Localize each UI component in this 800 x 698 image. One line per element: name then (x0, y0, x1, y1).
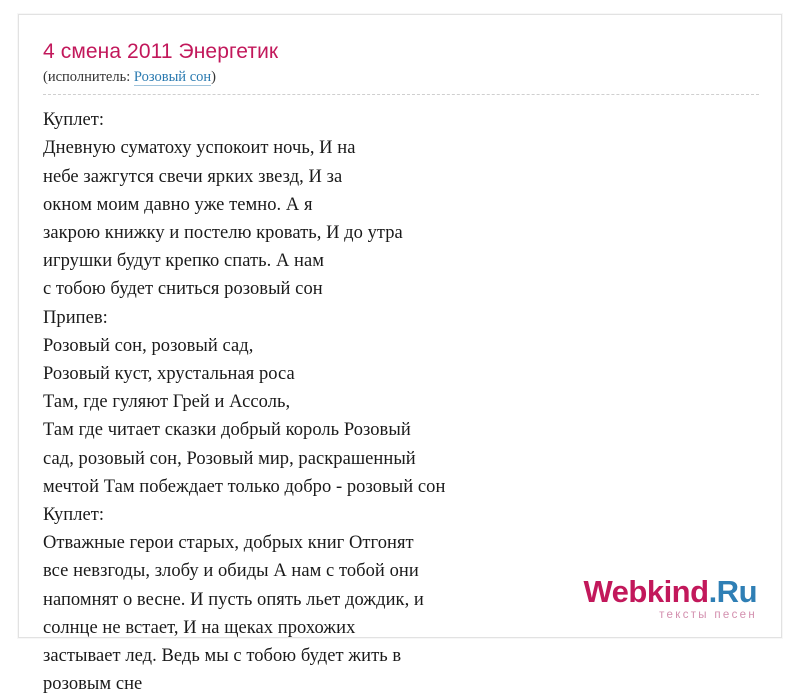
performer-suffix-label: ) (211, 69, 216, 86)
logo-domain-text: .Ru (708, 574, 757, 609)
logo-wordmark (583, 576, 757, 607)
lyrics-text: Куплет: Дневную суматоху успокоит ночь, И на небе зажгутся свечи ярких звезд, И за окном моим давно уже темно. А я закрою книжку и постелю кровать, И до утра игрушки будут крепко спать. А нам с тобою будет сниться розовый сон Припев: Розовый сон, розовый сад, Розовый куст, хрустальная роса Там, где гуляют Грей и Ассоль, Там где читает сказки добрый король Розовый сад, розовый сон, Розовый мир, раскрашенный мечтой Там побеждает только добро - розовый сон Куплет: Отважные герои старых, добрых книг Отгонят все невзгоды, злобу и обиды А нам с тобой они напомнят о весне. И пусть опять льет дождик, и солнце не встает, И на щеках прохожих застывает лед. Ведь мы с тобою будет жить в розовым сне (43, 110, 446, 695)
lyrics-card (18, 14, 782, 695)
logo-name-text: Webkind (583, 574, 709, 609)
page-title: 4 смена 2011 Энергетик (43, 40, 279, 63)
performer-line (43, 69, 759, 95)
performer-prefix-label: (исполнитель: (43, 69, 134, 86)
logo-subtitle: тексты песен (659, 609, 757, 621)
site-logo[interactable] (583, 576, 757, 621)
performer-link[interactable]: Розовый сон (133, 69, 212, 86)
